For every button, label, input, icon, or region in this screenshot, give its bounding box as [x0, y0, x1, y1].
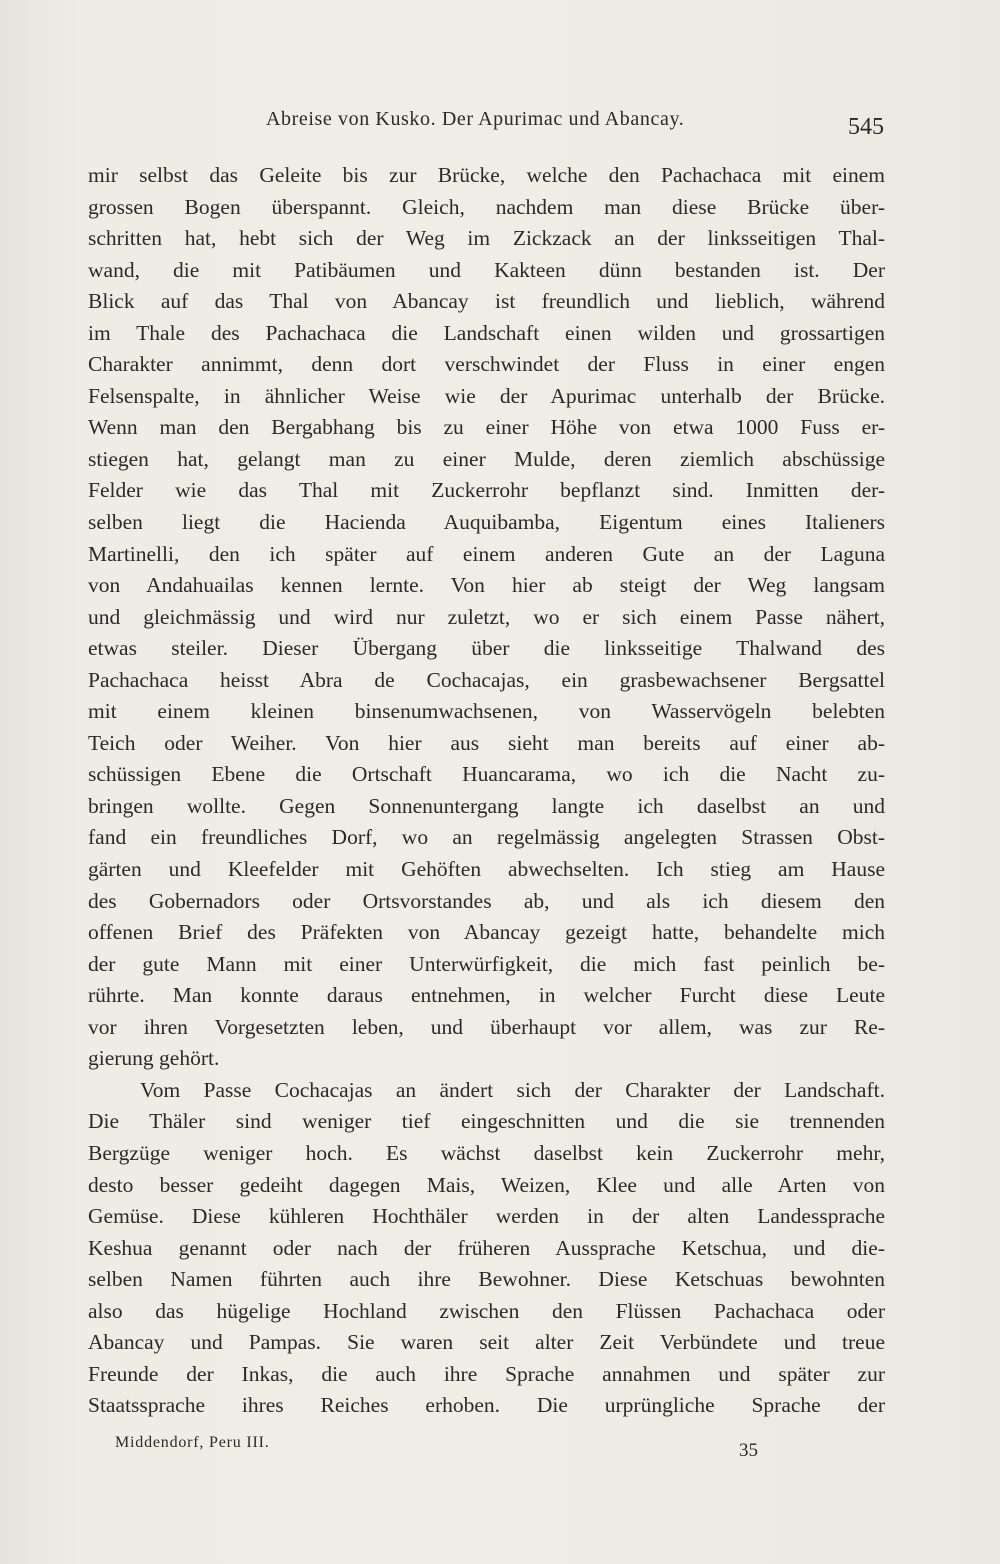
text-line: also das hügelige Hochland zwischen den Flüssen Pachachaca oder [88, 1298, 885, 1323]
text-line: gärten und Kleefelder mit Gehöften abwechselten. Ich stieg am Hause [88, 857, 885, 882]
text-line: schüssigen Ebene die Ortschaft Huancarama, wo ich die Nacht zu- [88, 762, 885, 787]
text-line: selben liegt die Hacienda Auquibamba, Eigentum eines Italieners [88, 510, 885, 535]
text-line: Felder wie das Thal mit Zuckerrohr bepflanzt sind. Inmitten der- [88, 478, 885, 503]
text-line: Bergzüge weniger hoch. Es wächst daselbst kein Zuckerrohr mehr, [88, 1140, 885, 1165]
text-line: grossen Bogen überspannt. Gleich, nachdem man diese Brücke über- [88, 194, 885, 219]
text-line: bringen wollte. Gegen Sonnenuntergang langte ich daselbst an und [88, 793, 885, 818]
body-text [88, 160, 885, 1422]
text-line: der gute Mann mit einer Unterwürfigkeit, die mich fast peinlich be- [88, 951, 885, 976]
text-line: offenen Brief des Präfekten von Abancay gezeigt hatte, behandelte mich [88, 920, 885, 945]
text-line: rührte. Man konnte daraus entnehmen, in welcher Furcht diese Leute [88, 983, 885, 1008]
text-line: fand ein freundliches Dorf, wo an regelmässig angelegten Strassen Obst- [88, 825, 885, 850]
text-line: von Andahuailas kennen lernte. Von hier ab steigt der Weg langsam [88, 573, 885, 598]
text-line: Die Thäler sind weniger tief eingeschnitten und die sie trennenden [88, 1109, 885, 1134]
text-line: stiegen hat, gelangt man zu einer Mulde, deren ziemlich abschüssige [88, 446, 885, 471]
paragraph-start-line: Vom Passe Cochacajas an ändert sich der Charakter der Landschaft. [140, 1077, 885, 1102]
text-line: Freunde der Inkas, die auch ihre Sprache annahmen und später zur [88, 1361, 885, 1386]
text-line: Wenn man den Bergabhang bis zu einer Höhe von etwa 1000 Fuss er- [88, 415, 885, 440]
signature-number: 35 [739, 1440, 758, 1461]
text-line: wand, die mit Patibäumen und Kakteen dünn bestanden ist. Der [88, 257, 885, 282]
text-line: desto besser gedeiht dagegen Mais, Weizen, Klee und alle Arten von [88, 1172, 885, 1197]
text-line: und gleichmässig und wird nur zuletzt, wo er sich einem Passe nähert, [88, 604, 885, 629]
text-line: schritten hat, hebt sich der Weg im Zickzack an der linksseitigen Thal- [88, 226, 885, 251]
printer-signature: Middendorf, Peru III. [115, 1434, 270, 1451]
page-footer [0, 1434, 1000, 1474]
text-line: Felsenspalte, in ähnlicher Weise wie der Apurimac unterhalb der Brücke. [88, 383, 885, 408]
text-line: Keshua genannt oder nach der früheren Aussprache Ketschua, und die- [88, 1235, 885, 1260]
running-title: Abreise von Kusko. Der Apurimac und Abancay. [266, 108, 685, 130]
text-line: Gemüse. Diese kühleren Hochthäler werden in der alten Landessprache [88, 1204, 885, 1229]
text-line: vor ihren Vorgesetzten leben, und überhaupt vor allem, was zur Re- [88, 1014, 885, 1039]
text-line: Pachachaca heisst Abra de Cochacajas, ein grasbewachsener Bergsattel [88, 667, 885, 692]
text-line: des Gobernadors oder Ortsvorstandes ab, und als ich diesem den [88, 888, 885, 913]
text-line: mir selbst das Geleite bis zur Brücke, welche den Pachachaca mit einem [88, 163, 885, 187]
text-line: Staatssprache ihres Reiches erhoben. Die urprüngliche Sprache der [88, 1393, 885, 1418]
text-line: Charakter annimmt, denn dort verschwindet der Fluss in einer engen [88, 352, 885, 377]
text-line: Abancay und Pampas. Sie waren seit alter Zeit Verbündete und treue [88, 1330, 885, 1355]
text-line: etwas steiler. Dieser Übergang über die linksseitige Thalwand des [88, 636, 885, 661]
text-line: Martinelli, den ich später auf einem anderen Gute an der Laguna [88, 541, 885, 566]
text-line: Teich oder Weiher. Von hier aus sieht man bereits auf einer ab- [88, 730, 885, 755]
paragraph-end-line: gierung gehört. [88, 1046, 220, 1071]
page-header [0, 104, 1000, 144]
text-line: mit einem kleinen binsenumwachsenen, von Wasservögeln belebten [88, 699, 885, 724]
text-line: im Thale des Pachachaca die Landschaft einen wilden und grossartigen [88, 320, 885, 345]
text-line: Blick auf das Thal von Abancay ist freundlich und lieblich, während [88, 289, 885, 314]
page-number: 545 [848, 114, 884, 140]
text-line: selben Namen führten auch ihre Bewohner. Diese Ketschuas bewohnten [88, 1267, 885, 1292]
